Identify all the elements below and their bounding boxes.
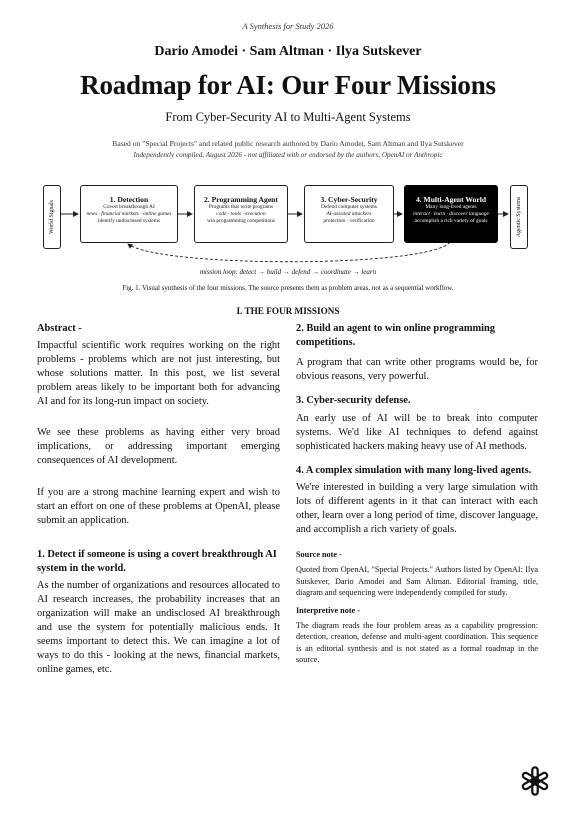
abstract-heading: Abstract - [37, 323, 82, 334]
loop-caption: mission loop: detect → build → defend → coordinate → learn [199, 268, 377, 276]
interpretive-note-body: The diagram reads the four problem areas as a capability progression: detection, creation, defense and multi-agent coordination. This sequence is an editorial synthesis and is not stated as a formal roadmap in the source. [296, 620, 538, 664]
box-line: win programming competitions [207, 218, 275, 225]
box-line: news · financial markets · online games [86, 211, 172, 218]
page-title: Roadmap for AI: Our Four Missions [80, 70, 496, 100]
box-line: Many long-lived agents [425, 204, 477, 210]
compiled-line: Independently compiled, August 2026 - not affiliated with or endorsed by the authors, OpenAI or Anthropic [133, 151, 443, 159]
diagram-connectors [0, 0, 576, 300]
mission-heading: 1. Detect if someone is using a covert breakthrough AI system in the world. [37, 549, 277, 574]
world-signals-box [43, 185, 61, 249]
box-line: interact · learn · discover language [413, 211, 489, 218]
mission-heading: 4. A complex simulation with many long-lived agents. [296, 465, 532, 476]
box-line: Covert breakthrough AI [103, 204, 155, 210]
box-line: code · tools · execution [216, 211, 266, 218]
mission-body: As the number of organizations and resources allocated to AI research increases, the probability increases that an organization will make an undisclosed AI breakthrough and use the system for potentially malicious ends. It seems important to detect this. We can imagine a lot of ways to do this - looking at the news, financial markets, online games, etc. [37, 580, 280, 675]
box-title: 2. Programming Agent [204, 195, 278, 204]
box-line: identify undisclosed systems [98, 218, 160, 225]
box-title: 3. Cyber-Security [320, 195, 378, 204]
abstract-paragraph: If you are a strong machine learning expert and wish to start an effort on one of these problems at OpenAI, please submit an application. [37, 487, 280, 526]
openai-logo-icon [518, 764, 552, 798]
box-title: 1. Detection [109, 195, 149, 204]
agentic-systems-label: Agentic Systems [516, 196, 522, 238]
subtitle: From Cyber-Security AI to Multi-Agent Systems [165, 110, 411, 124]
box-line: AI-assisted attackers [326, 211, 372, 218]
based-on-line: Based on "Special Projects" and related public research authored by Dario Amodei, Sam Altman and Ilya Sutskever [112, 139, 464, 148]
mission-body: We're interested in building a very large simulation with lots of different agents in it that can interact with each other, learn over a long period of time, discover language, and accomplish a rich variety of goals. [296, 482, 538, 535]
authors: Dario Amodei · Sam Altman · Ilya Sutskever [154, 44, 422, 59]
box-line: Defend computer systems [321, 204, 377, 210]
kicker: A Synthesis for Study 2026 [242, 21, 334, 31]
figure-caption: Fig. 1. Visual synthesis of the four missions. The source presents them as problem areas, not as a sequential workflow. [122, 284, 454, 292]
mission-body: A program that can write other programs would be, for obvious reasons, very powerful. [296, 357, 538, 382]
source-note-body: Quoted from OpenAI, "Special Projects." Authors listed by OpenAI: Ilya Sutskever, Dario Amodei and Sam Altman. Editorial framing, title, diagram and sequencing were independently compiled for study. [296, 565, 538, 597]
source-note-heading: Source note - [296, 550, 342, 559]
box-line: protection · verification [323, 218, 375, 225]
mission-heading: 3. Cyber-security defense. [296, 395, 411, 406]
interpretive-note-heading: Interpretive note - [296, 605, 360, 615]
box-title: 4. Multi-Agent World [415, 195, 487, 204]
left-column [37, 322, 280, 677]
detection-box [80, 185, 178, 243]
mission-body: An early use of AI will be to break into computer systems. We'd like AI techniques to defend against sophisticated hackers making heavy use of AI methods. [296, 413, 538, 452]
cyber-security-box [304, 185, 394, 243]
world-signals-label: World Signals [49, 199, 55, 235]
abstract-paragraph: We see these problems as having either very broad implications, or addressing important emerging consequences of AI development. [37, 427, 280, 466]
mission-loop-arrow [128, 242, 450, 262]
box-line: accomplish a rich variety of goals [414, 218, 488, 225]
multi-agent-world-box [404, 185, 498, 243]
section-heading: I. THE FOUR MISSIONS [236, 306, 340, 316]
mission-heading: 2. Build an agent to win online programming competitions. [296, 323, 495, 348]
agentic-systems-box [510, 185, 528, 249]
abstract-paragraph: Impactful scientific work requires working on the right problems - problems which are not just interesting, but whose solutions matter. In this post, we list several problem areas likely to be important both for advancing AI and for its long-run impact on society. [37, 340, 280, 407]
right-column [296, 322, 538, 666]
programming-agent-box [194, 185, 288, 243]
box-line: Programs that write programs [208, 204, 274, 210]
